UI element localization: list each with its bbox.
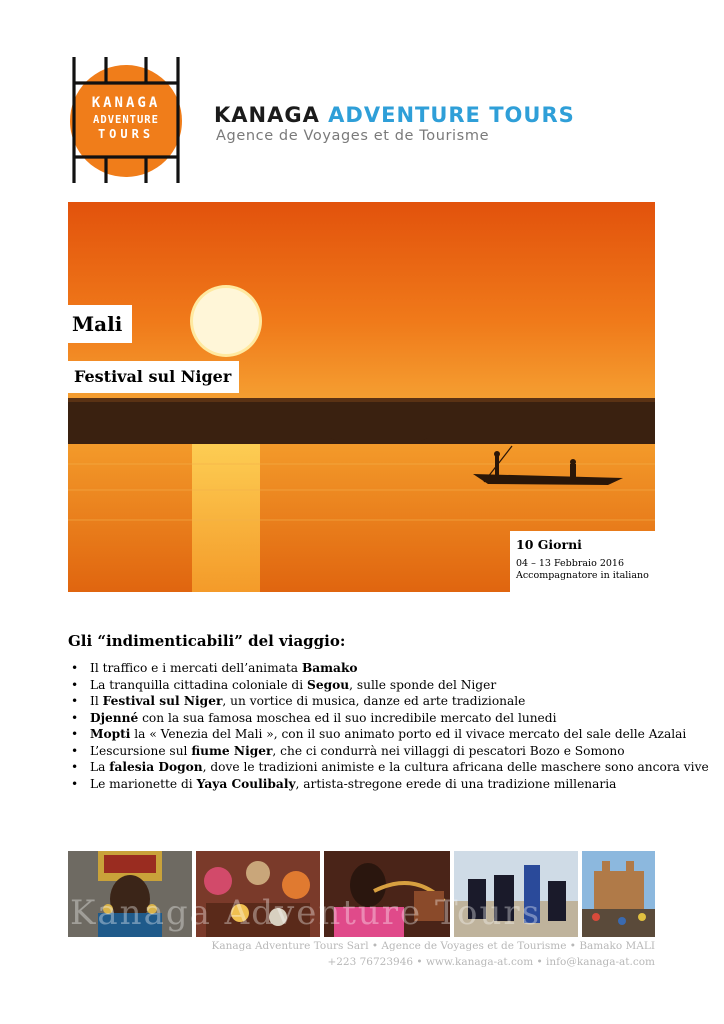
list-item: • L’escursione sul fiume Niger, che ci condurrà nei villaggi di pescatori Bozo e Somono [71,743,625,758]
trip-info-box [510,531,655,592]
list-item: • Il Festival sul Niger, un vortice di musica, danze ed arte tradizionale [71,694,526,708]
list-item: • La falesia Dogon, dove le tradizioni animiste e la cultura africana delle maschere sono ancora vive [71,760,709,774]
trip-guide: Accompagnatore in italiano [516,570,649,581]
logo-line1: KANAGA [91,95,161,111]
trip-duration: 10 Giorni [516,537,582,552]
brand-name-part1: KANAGA [214,103,320,127]
bullet-icon: • [71,760,79,774]
brand-title [214,103,575,127]
bullet-icon: • [71,776,79,791]
bullet-icon: • [71,710,79,725]
highlights-title: Gli “indimenticabili” del viaggio: [68,632,346,650]
bullet-icon: • [71,661,79,675]
trip-dates: 04 – 13 Febbraio 2016 [516,558,625,569]
destination-country: Mali [68,305,132,343]
brand-name-part2: ADVENTURE TOURS [328,103,575,127]
bullet-icon: • [71,743,79,758]
list-item: • Djenné con la sua famosa moschea ed il suo incredibile mercato del lunedi [71,710,557,725]
bullet-icon: • [71,677,79,692]
list-item: • Mopti la « Venezia del Mali », con il suo animato porto ed il vivace mercato del sale delle Azalai [71,727,687,741]
list-item: • Il traffico e i mercati dell’animata Bamako [71,661,358,675]
logo-line3: TOURS [97,127,155,141]
logo-line2: ADVENTURE [93,114,159,126]
bullet-icon: • [71,727,79,741]
highlights-list [68,660,709,792]
photo-mosque [582,851,655,937]
event-title: Festival sul Niger [68,361,239,393]
brand-subtitle: Agence de Voyages et de Tourisme [216,128,490,144]
company-logo [68,55,184,187]
list-item: • La tranquilla cittadina coloniale di Segou, sulle sponde del Niger [71,677,497,692]
photo-watermark: Kanaga Adventure Tours [70,893,542,933]
list-item: • Le marionette di Yaya Coulibaly, artista-stregone erede di una tradizione millenaria [71,776,617,791]
footer-contacts: +223 76723946 • www.kanaga-at.com • info@kanaga-at.com [327,956,655,968]
bullet-icon: • [71,694,79,708]
footer-company: Kanaga Adventure Tours Sarl • Agence de Voyages et de Tourisme • Bamako MALI [211,940,655,952]
